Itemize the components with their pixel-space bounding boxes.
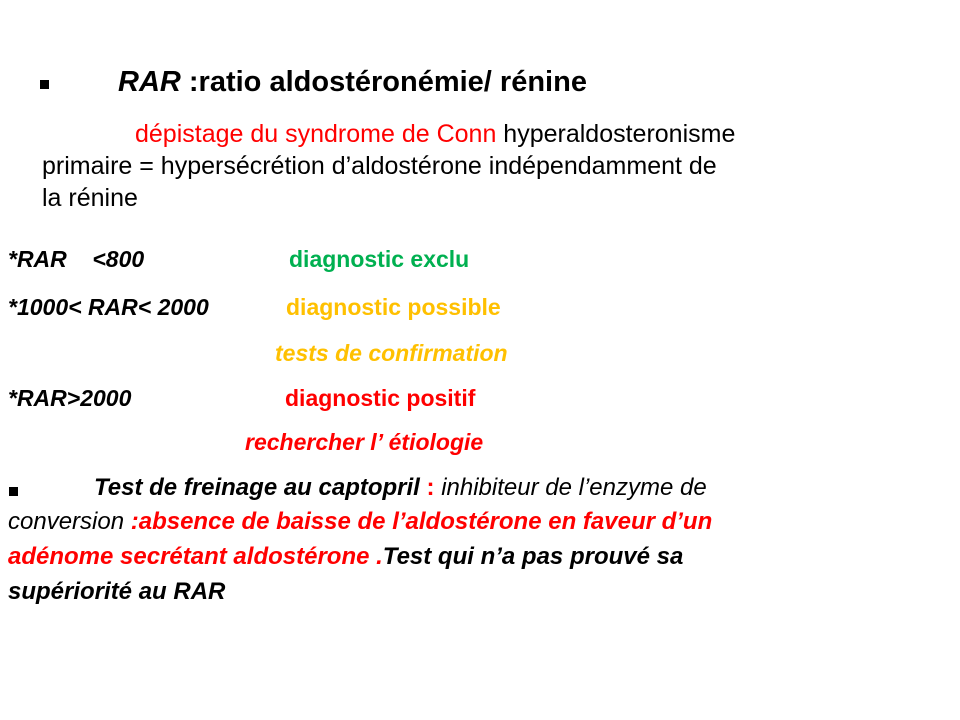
captopril-red-1: :absence de baisse de l’aldostérone en faveur d’un xyxy=(130,508,713,535)
threshold-result-3: diagnostic positif xyxy=(285,385,476,411)
threshold-condition-2: *1000< RAR< 2000 xyxy=(8,294,209,320)
captopril-line-3 xyxy=(8,543,683,571)
captopril-line-2 xyxy=(8,508,712,536)
threshold-note-2: tests de confirmation xyxy=(275,340,508,366)
heading-term: RAR xyxy=(118,66,181,98)
slide-heading xyxy=(118,66,587,99)
square-bullet-icon xyxy=(9,487,18,496)
square-bullet-icon xyxy=(40,80,49,89)
intro-black-text: hyperaldosteronisme xyxy=(496,120,736,148)
intro-red-text: dépistage du syndrome de Conn xyxy=(135,120,497,148)
captopril-line-4: supériorité au RAR xyxy=(8,578,226,605)
heading-rest: :ratio aldostéronémie/ rénine xyxy=(180,66,587,98)
captopril-line-1 xyxy=(94,474,707,502)
threshold-condition-1: *RAR <800 xyxy=(8,246,145,272)
captopril-black-2: Test qui n’a pas prouvé sa xyxy=(382,543,684,570)
threshold-condition-3: *RAR>2000 xyxy=(8,385,132,411)
intro-line-2: primaire = hypersécrétion d’aldostérone indépendamment de xyxy=(42,152,717,180)
captopril-desc-2: conversion xyxy=(8,508,131,535)
captopril-title: Test de freinage au captopril xyxy=(94,474,420,501)
intro-line-3: la rénine xyxy=(42,184,138,212)
captopril-red-2: adénome secrétant aldostérone . xyxy=(8,543,383,570)
threshold-result-1: diagnostic exclu xyxy=(289,246,470,272)
threshold-note-3: rechercher l’ étiologie xyxy=(245,429,484,455)
threshold-result-2: diagnostic possible xyxy=(286,294,501,320)
captopril-colon: : xyxy=(419,474,435,501)
intro-line-1 xyxy=(135,120,735,149)
captopril-desc-1: inhibiteur de l’enzyme de xyxy=(434,474,707,501)
